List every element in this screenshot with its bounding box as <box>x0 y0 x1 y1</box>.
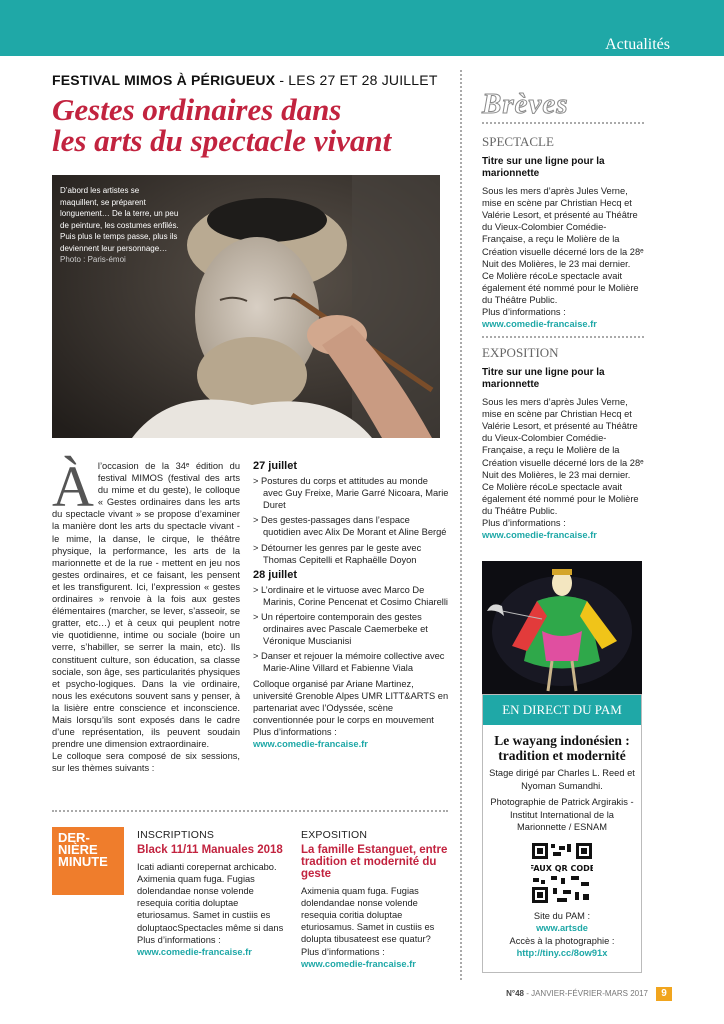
session-item: > Un répertoire contemporain des gestes ordinaires avec Pascale Caemerbeke et Véronique Muscianisi <box>253 612 428 647</box>
badge-line-3: MINUTE <box>58 854 108 869</box>
badge-line-1: DER- <box>58 830 90 845</box>
breve-title: Titre sur une ligne pour la marionnette <box>482 156 605 180</box>
article-body <box>52 454 240 774</box>
divider-dotted <box>52 810 448 812</box>
qr-label: FAUX QR CODE <box>531 863 593 873</box>
brief-title: La famille Estanguet, entre tradition et modernité du geste <box>301 844 448 881</box>
wayang-puppet-photo <box>482 561 642 694</box>
breve-category: EXPOSITION <box>482 345 559 360</box>
breve-exposition <box>482 347 644 541</box>
column-divider <box>460 70 462 980</box>
session-item: > Détourner les genres par le geste avec Thomas Cepitelli et Raphaëlle Doyon <box>253 542 422 565</box>
article-photo <box>52 175 440 438</box>
photo-credit: Photo : Paris-émoi <box>60 255 126 264</box>
breve-title: Titre sur une ligne pour la marionnette <box>482 367 605 391</box>
brief-more-label: Plus d’informations : <box>137 934 221 945</box>
brief-inscriptions <box>137 829 285 958</box>
body-paragraph-2: Le colloque sera composé de six sessions, sur les thèmes suivants : <box>52 751 240 774</box>
kicker-event: FESTIVAL MIMOS À PÉRIGUEUX <box>52 72 276 88</box>
drop-cap: À <box>52 454 94 519</box>
qr-code-icon <box>531 842 593 904</box>
day-heading-1: 27 juillet <box>253 460 298 472</box>
session-item: > Des gestes-passages dans l’espace quotidien avec Alix De Morant et Aline Bergé <box>253 515 447 538</box>
brief-text: Aximenia quam fuga. Fugias dolendandae nonse volende resequia coritia doluptae eturiosamus. Samet in custiis es dolupta tibusateest ese quatur? <box>301 886 435 945</box>
pam-title: Le wayang indonésien : tradition et modernité <box>494 733 630 763</box>
page-footer <box>506 987 672 1001</box>
breve-divider <box>482 336 644 338</box>
breve-more-label: Plus d’informations : <box>482 518 566 529</box>
brief-more-label: Plus d’informations : <box>301 946 385 957</box>
kicker-dates: - LES 27 ET 28 JUILLET <box>275 72 438 88</box>
issue-period: - JANVIER-FÉVRIER-MARS 2017 <box>523 989 648 998</box>
last-minute-badge <box>52 827 124 895</box>
breve-more-label: Plus d’informations : <box>482 307 566 318</box>
qr-code[interactable] <box>531 842 593 904</box>
pam-line-2: Photographie de Patrick Argirakis - Institut International de la Marionnette / ESNAM <box>490 797 634 832</box>
pam-photo <box>482 561 642 694</box>
caption-text: D’abord les artistes se maquillent, se préparent longuement… De la terre, un peu de peinture, les costumes enfilés. Puis plus le temps passe, plus ils deviennent leur personnage… <box>60 186 179 253</box>
brief-category: INSCRIPTIONS <box>137 829 215 841</box>
session-item: > L’ordinaire et le virtuose avec Marco De Marinis, Corine Pencenat et Cosimo Chiarelli <box>253 584 448 607</box>
breve-text: Sous les mers d’après Jules Verne, mise en scène par Christian Hecq et Valérie Lesort, et présenté au Théâtre du Vieux-Colombier Comédie-Française, a reçu le Molière de la Création visuelle décerné lors de la 28ᵉ Nuit des Molières, le 23 mai dernier. Ce Molière récoLe spectacle avait également été nommé pour le Molière du Théâtre Public. <box>482 186 644 305</box>
organiser-note: Colloque organisé par Ariane Martinez, université Grenoble Alpes UMR LITT&ARTS en partenariat avec l’Odyssée, scène conventionnée pour le corps en mouvement <box>253 678 449 725</box>
pam-site-link[interactable]: www.artsde <box>536 923 588 933</box>
page-number: 9 <box>656 987 672 1001</box>
brief-link[interactable]: www.comedie-francaise.fr <box>301 958 416 969</box>
article-kicker <box>52 72 442 88</box>
article-header <box>52 72 442 156</box>
brief-category: EXPOSITION <box>301 829 368 841</box>
pam-photo-label: Accès à la photographie : <box>509 935 615 946</box>
title-line-1: Gestes ordinaires dans <box>52 92 342 127</box>
day-heading-2: 28 juillet <box>253 568 298 581</box>
title-line-2: les arts du spectacle vivant <box>52 123 392 158</box>
session-item: > Danser et rejouer la mémoire collective avec Marie-Aline Villard et Fabienne Viala <box>253 651 445 674</box>
more-info-label: Plus d’informations : <box>253 726 337 737</box>
header-bar <box>0 0 724 56</box>
section-title: Actualités <box>605 36 670 53</box>
pam-photo-link[interactable]: http://tiny.cc/8ow91x <box>516 948 608 958</box>
photo-caption <box>60 185 180 266</box>
body-paragraph-1: l’occasion de la 34ᵉ édition du festival MIMOS (festival des arts du mime et du geste), le colloque « Gestes ordinaires dans les arts du spectacle vivant » se propose d’examiner la manière dont les arts du spectacle vivant - le mime, la danse, le cirque, le théâtre physique, la performance, les arts de la marionnette et de la rue - mettent en jeu nos gestes ordinaires, et ce faisant, les pensent et les transfigurent. Ici, l’expression « gestes ordinaires » renvoie à la fois aux gestes élémentaires (marcher, se lever, s’asseoir, se gratter, etc…) et à ceux qui peuplent notre vie quotidienne, intime ou sociale (boire un verre, s’habiller, se serrer la main, etc). Ils constituent culture, son éducation, sa classe sociale, son âge, ses particularités physiques et psycho-logiques. Dans la vie ordinaire, nous les exécutons souvent sans y penser, à la lisière entre conscience et inconscience. Mais lorsqu’ils sont exposés dans le cadre d’une représentation, ils peuvent soudain prendre une dimension extraordinaire. <box>52 461 240 750</box>
pam-site-label: Site du PAM : <box>533 910 591 921</box>
brief-exposition <box>301 829 449 970</box>
brief-link[interactable]: www.comedie-francaise.fr <box>137 946 252 957</box>
article-title <box>52 94 442 156</box>
breve-link[interactable]: www.comedie-francaise.fr <box>482 319 597 330</box>
more-info-link[interactable]: www.comedie-francaise.fr <box>253 738 368 749</box>
pam-line-1: Stage dirigé par Charles L. Reed et Nyoman Sumandhi. <box>489 768 635 791</box>
breve-link[interactable]: www.comedie-francaise.fr <box>482 530 597 541</box>
pam-box <box>482 694 642 973</box>
issue-number: N°48 <box>506 989 524 998</box>
breve-spectacle <box>482 136 644 338</box>
breve-category: SPECTACLE <box>482 134 554 149</box>
breve-text: Sous les mers d’après Jules Verne, mise en scène par Christian Hecq et Valérie Lesort, et présenté au Théâtre du Vieux-Colombier Comédie-Française, a reçu le Molière de la Création visuelle décerné lors de la 28ᵉ Nuit des Molières, le 23 mai dernier. Ce Molière récoLe spectacle avait également été nommé pour le Molière du Théâtre Public. <box>482 397 644 516</box>
badge-line-2: NIÈRE <box>58 842 98 857</box>
brief-title: Black 11/11 Manuales 2018 <box>137 844 283 857</box>
session-item: > Postures du corps et attitudes au monde avec Guy Freixe, Marie Garré Nicoara, Marie Duret <box>253 476 449 511</box>
breves-title: Brèves <box>482 90 644 124</box>
pam-band: EN DIRECT DU PAM <box>483 695 641 725</box>
brief-text: Icati adianti corepernat archicabo. Aximenia quam fuga. Fugias dolendandae nonse volende resequia coritia doluptae eturiosamus. Samet in custiis es doluptaocSpectacles même si dans <box>137 862 284 933</box>
programme <box>253 460 449 750</box>
